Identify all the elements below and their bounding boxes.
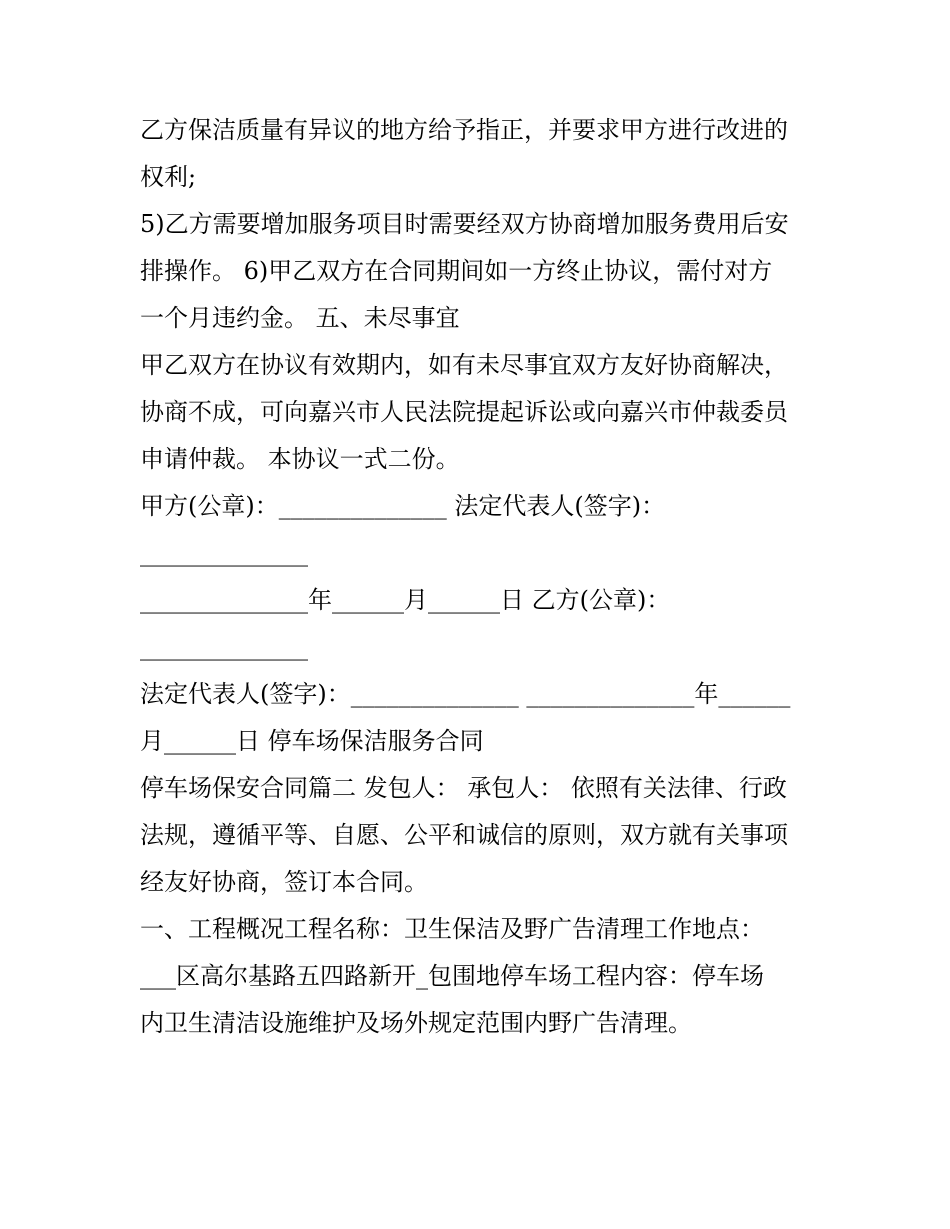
text-line: 申请仲裁。 本协议一式二份。 [140, 445, 460, 473]
section-heading-project-overview: 一、工程概况工程名称：卫生保洁及野广告清理工作地点： [140, 915, 764, 943]
signature-blank: ______________ [140, 539, 308, 567]
text-line: 5)乙方需要增加服务项目时需要经双方协商增加服务费用后安 [140, 210, 789, 238]
text-line: 停车场保安合同篇二 发包人： 承包人： 依照有关法律、行政 [140, 774, 787, 802]
text-line: 经友好协商，签订本合同。 [140, 868, 428, 896]
signature-blank: ______________ [140, 633, 308, 661]
text-line: 法规，遵循平等、自愿、公平和诚信的原则，双方就有关事项 [140, 821, 788, 849]
text-line: 乙方保洁质量有异议的地方给予指正，并要求甲方进行改进的 [140, 116, 788, 144]
text-line: 协商不成，可向嘉兴市人民法院提起诉讼或向嘉兴市仲裁委员 [140, 398, 788, 426]
date-line-contract-title: 月______日 停车场保洁服务合同 [140, 727, 484, 755]
signature-line-representative: 法定代表人(签字)：______________ ______________年______ [140, 680, 791, 708]
signature-line-party-a: 甲方(公章)：______________ 法定代表人(签字)： [140, 492, 666, 520]
text-line: 权利; [140, 163, 197, 191]
text-line: 一个月违约金。 五、未尽事宜 [140, 304, 460, 332]
contract-body-text [140, 107, 830, 1047]
text-line: 排操作。 6)甲乙双方在合同期间如一方终止协议，需付对方 [140, 257, 773, 285]
date-line-party-b: ______________年______月______日 乙方(公章)： [140, 586, 671, 614]
text-line: 甲乙双方在协议有效期内，如有未尽事宜双方友好协商解决， [140, 351, 788, 379]
text-line: 内卫生清洁设施维护及场外规定范围内野广告清理。 [140, 1009, 692, 1037]
text-line: ___区高尔基路五四路新开_包围地停车场工程内容：停车场 [140, 962, 764, 990]
